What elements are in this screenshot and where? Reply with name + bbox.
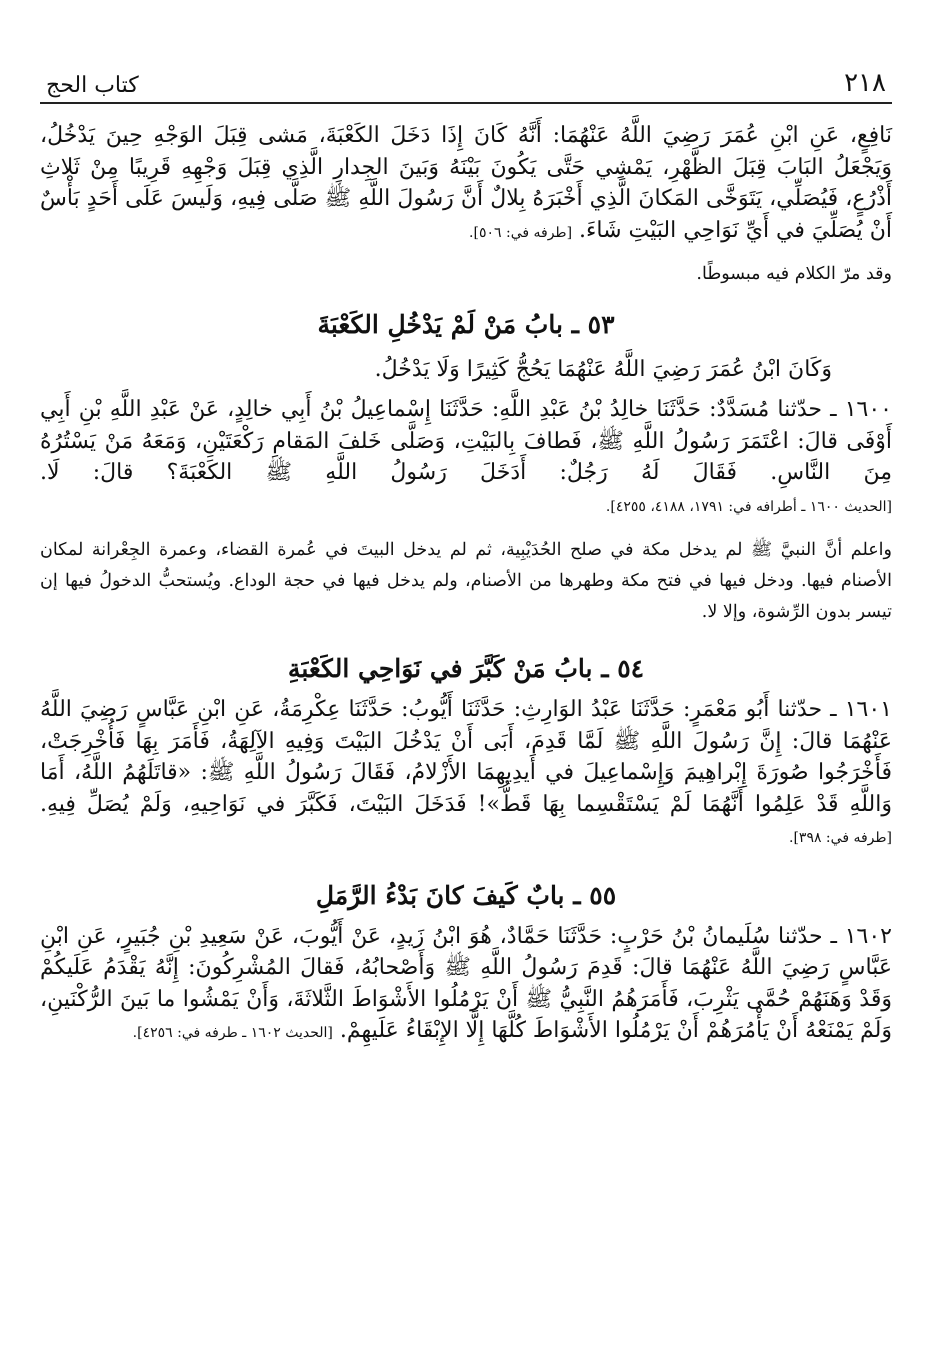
- chapter-narration: وَكَانَ ابْنُ عُمَرَ رَضِيَ اللَّهُ عَنْهُمَا يَحُجُّ كَثِيرًا وَلَا يَدْخُلُ.: [374, 357, 832, 382]
- hadith-text: نَافِعٍ، عَنِ ابْنِ عُمَرَ رَضِيَ اللَّهُ عَنْهُمَا: أَنَّهُ كَانَ إِذَا دَخَلَ الكَعْبَةَ، مَشى قِبَلَ الوَجْهِ حِينَ يَدْخُلُ، وَيَجْعَلُ البَابَ قِبَلَ الظَّهْرِ، يَمْشِي حَتَّى يَكُونَ بَيْنَهُ وَبَينَ الجِدارِ الَّذِي قِبَلَ وَجْهِهِ قَرِيبًا مِنْ ثَلاثِ أَذْرُعٍ، فَيُصَلِّي، يَتَوَخَّى المَكانَ الَّذِي أَخْبَرَهُ بِلالٌ أَنَّ رَسُولَ اللَّهِ ﷺ صَلَّى فِيهِ، وَلَيسَ عَلَى أَحَدٍ بَأْسٌ أَنْ يُصَلِّيَ في أَيِّ نَوَاحِي البَيْتِ شَاءَ.: [40, 123, 892, 243]
- hadith-text: ١٦٠٢ ـ حدّثنا سُلَيمانُ بْنُ حَرْبٍ: حَدَّثَنَا حَمَّادٌ، هُوَ ابْنُ زَيدٍ، عَنْ أَيُّوبَ، عَنْ سَعِيدِ بْنِ جُبَيرٍ، عَنِ ابْنِ عَبَّاسٍ رَضِيَ اللَّهُ عَنْهُمَا قالَ: قَدِمَ رَسُولُ اللَّهِ ﷺ وَأَصْحابُهُ، فَقالَ المُشْرِكُونَ: إِنَّهُ يَقْدَمُ عَلَيكُمْ وَقَدْ وَهَنَهُمْ حُمَّى يَثْرِبَ، فَأَمَرَهُمُ النَّبِيُّ ﷺ أَنْ يَرْمُلُوا الأَشْوَاطَ الثَّلاثَةَ، وَأَنْ يَمْشُوا ما بَينَ الرُّكْنَينِ، وَلَمْ يَمْنَعْهُ أَنْ يَأْمُرَهُمْ أَنْ يَرْمُلُوا الأَشْوَاطَ كُلَّهَا إِلَّا الإِبْقَاءُ عَلَيهِمْ.: [40, 923, 893, 1043]
- commentary: واعلم أنَّ النبيَّ ﷺ لم يدخل مكة في صلح الحُدَيْبِية، ثم لم يدخل البيتَ في عُمرة القضاء، وعمرة الجِعْرانة لمكان الأصنام فيها. ودخل فيها في فتح مكة وطهرها من الأصنام، ولم يدخل فيها في حجة الوداع. ويُستحبُّ الدخولُ فيها إن تيسر بدون الرِّشوة، وإلا لا.: [40, 540, 892, 622]
- chapter-heading-55: ٥٥ ـ بابٌ كَيفَ كانَ بَدْءُ الرَّمَلِ: [315, 880, 617, 910]
- page-header: [40, 58, 892, 104]
- hadith-text: ١٦٠١ ـ حدّثنا أَبُو مَعْمَرٍ: حَدَّثَنَا عَبْدُ الوَارِثِ: حَدَّثَنَا أَيُّوبُ: حَدَّثَنَا عِكْرِمَةُ، عَنِ ابْنِ عَبَّاسٍ رَضِيَ اللَّهُ عَنْهُمَا قالَ: إِنَّ رَسُولَ اللَّهِ ﷺ لَمَّا قَدِمَ، أَبَى أَنْ يَدْخُلَ البَيْتَ وَفِيهِ الآلِهَةُ، فَأَمَرَ بِهَا فَأُخْرِجَتْ، فَأَخْرَجُوا صُورَةَ إِبْراهِيمَ وَإِسْماعِيلَ في أَيدِيهِمَا الأَزْلامُ، فَقَالَ رَسُولُ اللَّهِ ﷺ: «قاتَلَهُمُ اللَّهُ، أَمَا وَاللَّهِ قَدْ عَلِمُوا أَنَّهُمَا لَمْ يَسْتَقْسِما بِهَا قَطُّ»! فَدَخَلَ البَيْتَ، فَكَبَّرَ في نَوَاحِيهِ، وَلَمْ يُصَلِّ فِيهِ.: [40, 697, 892, 817]
- commentary-note: وقد مرّ الكلام فيه مبسوطًا.: [696, 264, 892, 284]
- cross-reference: [الحديث ١٦٠٠ ـ أطرافه في: ١٧٩١، ٤١٨٨، ٤٢٥٥].: [605, 498, 892, 515]
- book-page: [40, 58, 892, 1348]
- hadith-continuation: [40, 120, 892, 249]
- page-number: ٢١٨: [844, 68, 886, 98]
- hadith-text: ١٦٠٠ ـ حدّثنا مُسَدَّدٌ: حَدَّثَنَا خالِدُ بْنُ عَبْدِ اللَّهِ: حَدَّثَنَا إِسْماعِيلُ بْنُ أَبِي خالِدٍ، عَنْ عَبْدِ اللَّهِ بْنِ أَبِي أَوْفَى قالَ: اعْتَمَرَ رَسُولُ اللَّهِ ﷺ، فَطافَ بِالبَيْتِ، وَصَلَّى خَلفَ المَقامِ رَكْعَتَيْنِ، وَمَعَهُ مَنْ يَسْتُرُهُ مِنَ النَّاسِ. فَقَالَ لَهُ رَجُلٌ: أَدَخَلَ رَسُولُ اللَّهِ ﷺ الكَعْبَةَ؟ قالَ: لَا.: [40, 397, 892, 485]
- hadith-1601: [40, 694, 892, 855]
- chapter-heading-54: ٥٤ ـ بابُ مَنْ كَبَّرَ في نَوَاحِي الكَعْبَةِ: [287, 654, 645, 683]
- chapter-heading-53: ٥٣ ـ بابُ مَنْ لَمْ يَدْخُلِ الكَعْبَةَ: [317, 310, 615, 339]
- hadith-1600: [40, 394, 892, 523]
- cross-reference: [طرفه في: ٣٩٨].: [789, 830, 892, 846]
- cross-reference: [الحديث ١٦٠٢ ـ طرفه في: ٤٢٥٦].: [132, 1025, 333, 1041]
- cross-reference: [طرفه في: ٥٠٦].: [469, 224, 573, 241]
- hadith-1602: [40, 921, 892, 1050]
- book-title: كتاب الحج: [46, 73, 139, 98]
